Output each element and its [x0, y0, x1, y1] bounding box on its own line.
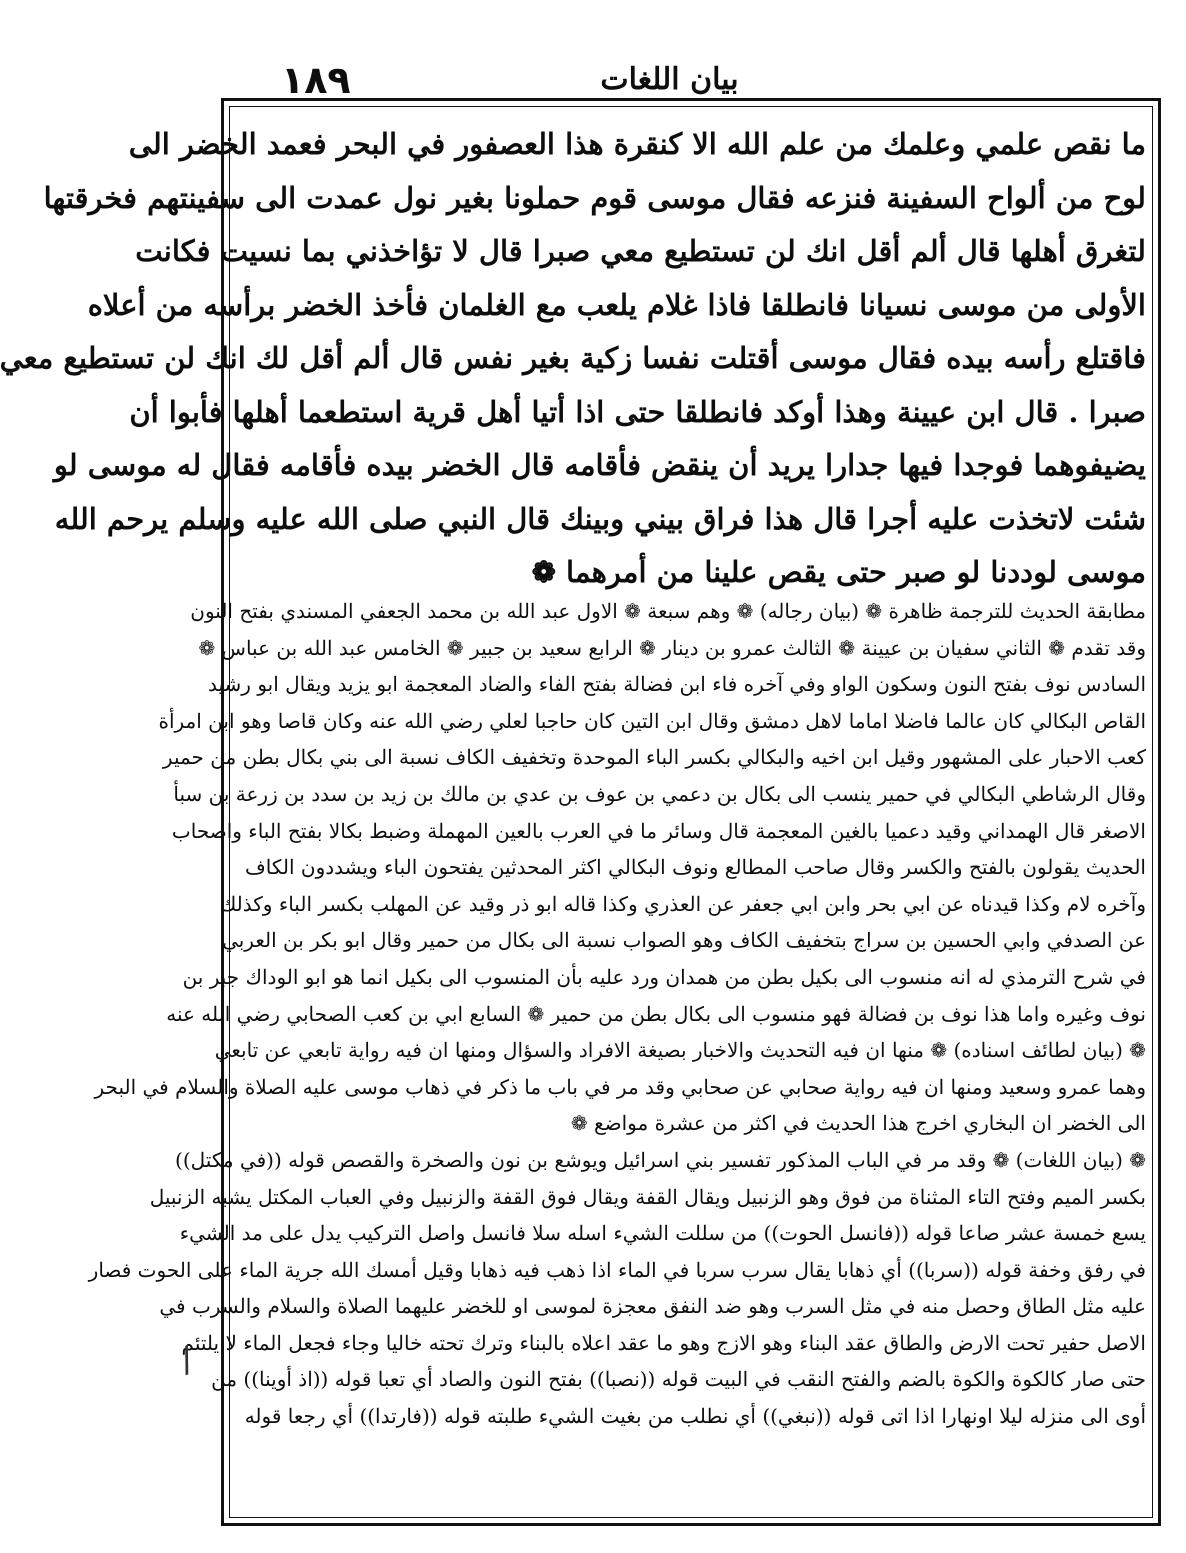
- hadith-text: [0, 118, 1146, 600]
- hadith-line: فاقتلع رأسه بيده فقال موسى أقتلت نفسا زكية بغير نفس قال ألم أقل لك انك لن تستطيع معي: [0, 341, 1146, 375]
- commentary-line: وهما عمرو وسعيد ومنها ان فيه رواية صحابي عن صحابي وقد مر في باب ما ذكر في ذهاب موسى عليه الصلاة والسلام في البحر: [94, 1074, 1146, 1099]
- commentary-line: مطابقة الحديث للترجمة ظاهرة ❁ (بيان رجاله) ❁ وهم سبعة ❁ الاول عبد الله بن محمد الجعفي المسندي بفتح النون: [190, 599, 1146, 623]
- commentary-line: ❁ (بيان لطائف اسناده) ❁ منها ان فيه التحديث والاخبار بصيغة الافراد والسؤال ومنها ان فيه رواية تابعي عن تابعي: [214, 1038, 1146, 1063]
- commentary-line: الى الخضر ان البخاري اخرج هذا الحديث في اكثر من عشرة مواضع ❁: [570, 1111, 1146, 1136]
- commentary-line: ❁ (بيان اللغات) ❁ وقد مر في الباب المذكور تفسير بني اسرائيل ويوشع بن نون والصخرة والقصص قوله ((في مكتل)): [175, 1147, 1146, 1172]
- commentary-line: عن الصدفي وابي الحسين بن سراج بتخفيف الكاف وهو الصواب نسبة الى بكال من حمير وقال ابو بكر بن العربي: [222, 928, 1146, 953]
- commentary-line: في شرح الترمذي له انه منسوب الى بكيل بطن من همدان ورد عليه بأن المنسوب الى بكيل انما هو ابو الوداك جبر بن: [182, 964, 1146, 989]
- commentary-line: الاصل حفير تحت الارض والطاق عقد البناء وهو الازج وهو ما عقد اعلاه بالبناء وترك تحته خاليا وجاء فجعل الماء لا يلتئم: [181, 1330, 1146, 1355]
- commentary-line: كعب الاحبار على المشهور وقيل ابن اخيه والبكالي بكسر الباء الموحدة وتخفيف الكاف نسبة الى بني بكال بطن من حمير: [162, 745, 1146, 770]
- commentary-text: [88, 593, 1146, 1435]
- commentary-line: يسع خمسة عشر صاعا قوله ((فانسل الحوت)) من سللت الشيء اسله سلا فانسل واصل التركيب يدل على مد الشيء: [179, 1221, 1146, 1246]
- commentary-line: الحديث يقولون بالفتح والكسر وقال صاحب المطالع ونوف البكالي اكثر المحدثين يفتحون الباء ويشددون الكاف: [245, 855, 1146, 880]
- hadith-line: صبرا . قال ابن عيينة وهذا أوكد فانطلقا حتى اذا أتيا أهل قرية استطعما أهلها فأبوا أن: [129, 394, 1146, 429]
- commentary-line: الاصغر قال الهمداني وقيد دعميا بالغين المعجمة قال وسائر ما في العرب بالعين المهملة وضبط بكالا بفتح الباء واصحاب: [171, 818, 1146, 843]
- hadith-line: لتغرق أهلها قال ألم أقل انك لن تستطيع معي صبرا قال لا تؤاخذني بما نسيت فكانت: [135, 234, 1146, 268]
- commentary-line: وآخره لام وكذا قيدناه عن ابي بحر وابن ابي جعفر عن العذري وكذا قاله ابو ذر وقيد عن المهلب بكسر الباء وكذلك: [219, 891, 1146, 916]
- hadith-line: ما نقص علمي وعلمك من علم الله الا كنقرة هذا العصفور في البحر فعمد الخضر الى: [128, 127, 1146, 161]
- hadith-line: الأولى من موسى نسيانا فانطلقا فاذا غلام يلعب مع الغلمان فأخذ الخضر برأسه من أعلاه: [87, 287, 1146, 322]
- hadith-line: لوح من ألواح السفينة فنزعه فقال موسى قوم حملونا بغير نول عمدت الى سفينتهم فخرقتها: [43, 180, 1146, 215]
- hadith-line: موسى لوددنا لو صبر حتى يقص علينا من أمرهما ❁: [531, 555, 1146, 589]
- commentary-line: القاص البكالي كان عالما فاضلا اماما لاهل دمشق وقال ابن التين كان حاجبا لعلي رضي الله عنه وكان قاصا وهو ابن امرأة: [158, 708, 1146, 733]
- running-header: بيان اللغات: [600, 62, 739, 97]
- commentary-line: وقال الرشاطي البكالي في حمير ينسب الى بكال بن دعمي بن عوف بن عدي بن مالك بن زيد بن سدد بن زرعة بن سبأ: [173, 781, 1146, 806]
- commentary-line: عليه مثل الطاق وحصل منه في مثل السرب وهو ضد النفق معجزة لموسى او للخضر عليهما الصلاة والسلام والسرب في: [159, 1294, 1146, 1319]
- page-number: ١٨٩: [281, 58, 351, 102]
- commentary-line: وقد تقدم ❁ الثاني سفيان بن عيينة ❁ الثالث عمرو بن دينار ❁ الرابع سعيد بن جبير ❁ الخامس عبد الله بن عباس ❁: [198, 635, 1146, 660]
- margin-pen-mark: /: [175, 1339, 199, 1381]
- commentary-line: بكسر الميم وفتح التاء المثناة من فوق وهو الزنبيل ويقال القفة ويقال فوق القفة والزنبيل وفي العباب المكتل يشبه الزنبيل: [149, 1184, 1146, 1209]
- hadith-line: شئت لاتخذت عليه أجرا قال هذا فراق بيني وبينك قال النبي صلى الله عليه وسلم يرحم الله: [54, 501, 1146, 536]
- commentary-line: نوف وغيره واما هذا نوف بن فضالة فهو منسوب الى بكال بطن من حمير ❁ السابع ابي بن كعب الصحابي رضي الله عنه: [166, 1001, 1146, 1026]
- hadith-line: يضيفوهما فوجدا فيها جدارا يريد أن ينقض فأقامه قال الخضر بيده فأقامه فقال له موسى لو: [53, 448, 1146, 482]
- commentary-line: السادس نوف بفتح النون وسكون الواو وفي آخره فاء ابن فضالة بفتح الفاء والضاد المعجمة ابو يزيد ويقال ابو رشيد: [208, 672, 1146, 697]
- commentary-line: أوى الى منزله ليلا اونهارا اذا اتى قوله ((نبغي)) أي نطلب من بغيت الشيء طلبته قوله ((فارتدا)) أي رجعا قوله: [244, 1404, 1146, 1429]
- commentary-line: في رفق وخفة قوله ((سربا)) أي ذهابا يقال سرب سربا في الماء اذا ذهب فيه ذهابا وقيل أمسك الله جرية الماء على الحوت فصار: [88, 1257, 1146, 1282]
- commentary-line: حتى صار كالكوة والكوة بالضم والفتح النقب في البيت قوله ((نصبا)) بفتح النون والصاد أي تعبا قوله ((اذ أوينا)) من: [211, 1367, 1146, 1392]
